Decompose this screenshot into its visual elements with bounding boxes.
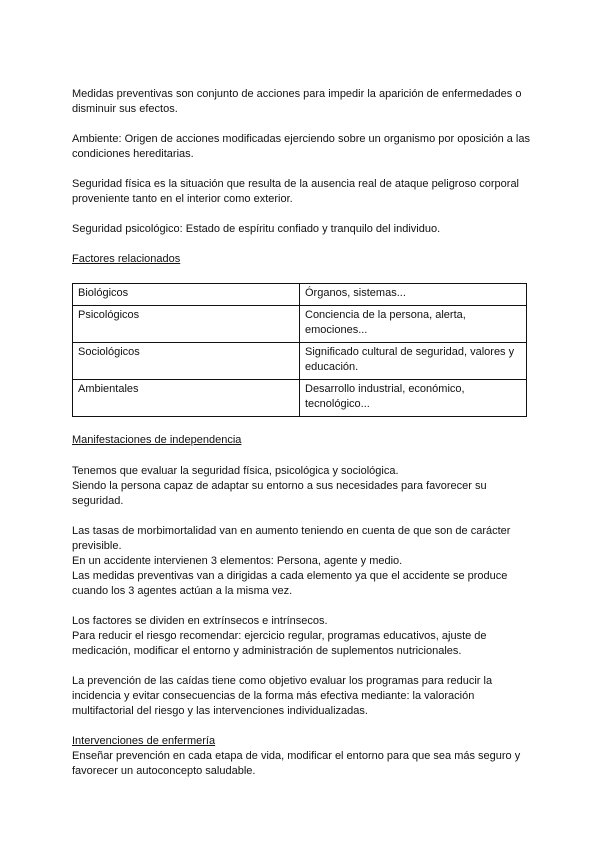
text-line: Para reducir el riesgo recomendar: ejercicio regular, programas educativos, ajuste de medicación, modificar el entorno y administración de suplementos nutricionales.	[72, 630, 487, 657]
paragraph-seguridad-psicologico: Seguridad psicológico: Estado de espíritu confiado y tranquilo del individuo.	[72, 223, 441, 235]
table-row	[73, 306, 527, 343]
factor-cell: Ambientales	[73, 380, 300, 417]
paragraph-morbimortalidad	[72, 524, 532, 599]
paragraph-seguridad-fisica: Seguridad física es la situación que resulta de la ausencia real de ataque peligroso corporal proveniente tanto en el interior como exterior.	[72, 178, 520, 205]
paragraph-factores-riesgo	[72, 614, 532, 659]
heading-factores-relacionados: Factores relacionados	[72, 253, 181, 265]
factor-cell: Psicológicos	[73, 306, 300, 343]
paragraph-ambiente: Ambiente: Origen de acciones modificadas ejerciendo sobre un organismo por oposición a las condiciones hereditarias.	[72, 133, 530, 160]
factores-table	[72, 283, 527, 417]
heading-manifestaciones-independencia: Manifestaciones de independencia	[72, 434, 242, 446]
table-row	[73, 284, 527, 306]
heading-intervenciones-enfermeria: Intervenciones de enfermería	[72, 735, 216, 747]
text-line: Las tasas de morbimortalidad van en aumento teniendo en cuenta de que son de carácter previsible.	[72, 525, 511, 552]
table-row	[73, 343, 527, 380]
paragraph-intervenciones: Enseñar prevención en cada etapa de vida, modificar el entorno para que sea más seguro y favorecer un autoconcepto saludable.	[72, 750, 521, 777]
descripcion-cell: Desarrollo industrial, económico, tecnológico...	[300, 380, 527, 417]
paragraph-prevencion-caidas: La prevención de las caídas tiene como objetivo evaluar los programas para reducir la incidencia y evitar consecuencias de la forma más efectiva mediante: la valoración multifactorial del riesgo y las intervenciones individualizadas.	[72, 675, 493, 717]
factor-cell: Sociológicos	[73, 343, 300, 380]
paragraph-medidas-preventivas: Medidas preventivas son conjunto de acciones para impedir la aparición de enfermedades o disminuir sus efectos.	[72, 88, 522, 115]
text-line: Siendo la persona capaz de adaptar su entorno a sus necesidades para favorecer su seguridad.	[72, 480, 487, 507]
text-line: Las medidas preventivas van a dirigidas a cada elemento ya que el accidente se produce cuando los 3 agentes actúan a la misma vez.	[72, 570, 508, 597]
text-line: Tenemos que evaluar la seguridad física, psicológica y sociológica.	[72, 465, 399, 477]
text-line: En un accidente intervienen 3 elementos: Persona, agente y medio.	[72, 555, 403, 567]
factor-cell: Biológicos	[73, 284, 300, 306]
descripcion-cell: Conciencia de la persona, alerta, emociones...	[300, 306, 527, 343]
text-line: Los factores se dividen en extrínsecos e intrínsecos.	[72, 615, 328, 627]
paragraph-evaluar-seguridad	[72, 464, 532, 509]
document-page	[72, 87, 532, 794]
table-row	[73, 380, 527, 417]
descripcion-cell: Órganos, sistemas...	[300, 284, 527, 306]
descripcion-cell: Significado cultural de seguridad, valores y educación.	[300, 343, 527, 380]
